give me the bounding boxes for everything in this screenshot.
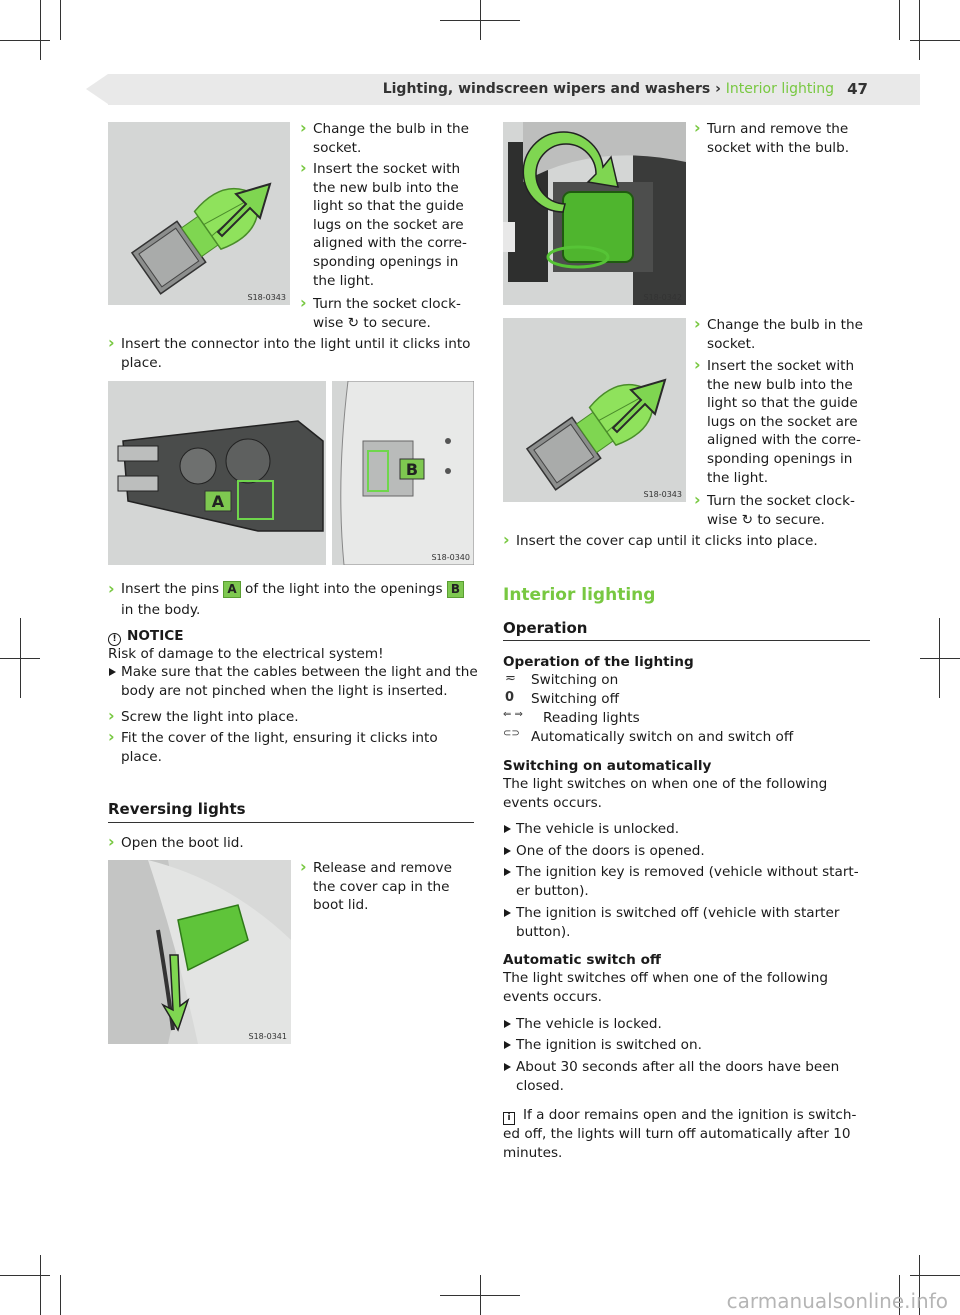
notice-title (108, 627, 184, 646)
step-insert-pins (108, 579, 478, 621)
notice-icon: ! (108, 633, 121, 646)
reading-light-icon: ⇐ ⇒ (503, 709, 523, 720)
switch-off-icon: 0 (505, 690, 515, 705)
crop-mark (919, 0, 920, 60)
operation-item-text: Reading lights (543, 710, 640, 726)
auto-off-item: The vehicle is locked. (503, 1015, 870, 1034)
crop-mark (60, 1275, 61, 1315)
section-heading-interior: Interior lighting (503, 585, 656, 605)
auto-off-item: The ignition is switched on. (503, 1036, 870, 1055)
figure-turn-socket (503, 122, 686, 305)
step-item: › Open the boot lid. (108, 834, 478, 853)
breadcrumb-subsection: Interior lighting (725, 81, 834, 97)
step-item: › Turn and remove the socket with the bulb. (694, 120, 870, 157)
step-pins-post: in the body. (121, 602, 201, 618)
step-item: › Turn the socket clock-wise ↻ to secure. (694, 492, 870, 529)
figure-code: S18-0342 (643, 293, 682, 302)
auto-on-item: One of the doors is opened. (503, 842, 870, 861)
auto-on-text: The light switches on when one of the following events occurs. (503, 776, 828, 811)
step-pins-mid: of the light into the openings (245, 581, 443, 597)
figure-code: S18-0341 (248, 1032, 287, 1041)
notice-text: Risk of damage to the electrical system! (108, 646, 384, 662)
switch-on-icon: ≂ (505, 671, 516, 686)
crop-mark (0, 40, 50, 41)
figure-code: S18-0343 (247, 293, 286, 302)
figure-label-a: A (211, 492, 225, 511)
crop-mark (939, 618, 940, 698)
operation-title: Operation of the lighting (503, 654, 694, 670)
heading-rule (503, 640, 870, 641)
crop-mark (899, 0, 900, 40)
turn-socket-illustration (503, 122, 686, 305)
step-pins-pre: Insert the pins (121, 581, 220, 597)
step-item: › Insert the socket with the new bulb into the light so that the guide lugs on the socket are aligned with the corre-sponding openings in the light. (300, 160, 472, 290)
notice-title-text: NOTICE (127, 628, 184, 644)
step-item: › Insert the socket with the new bulb into the light so that the guide lugs on the socket are aligned with the corre-sponding openings in the light. (694, 357, 870, 487)
crop-mark (40, 0, 41, 60)
operation-item-text: Automatically switch on and switch off (531, 729, 794, 745)
crop-mark (910, 1275, 960, 1276)
step-item: › Change the bulb in the socket. (694, 316, 870, 353)
figure-boot-lid (108, 860, 291, 1044)
breadcrumb (383, 81, 834, 97)
figure-light-pins (108, 381, 474, 565)
boot-lid-illustration (108, 860, 291, 1044)
figure-label-b: B (405, 460, 419, 479)
heading-rule (108, 822, 474, 823)
crop-mark (910, 40, 960, 41)
info-icon: i (503, 1112, 515, 1125)
crop-mark (60, 0, 61, 40)
info-note-text: If a door remains open and the ignition is switch-ed off, the lights will turn off automatically after 10 minutes. (503, 1107, 857, 1161)
auto-on-item: The ignition key is removed (vehicle without start-er button). (503, 863, 870, 900)
breadcrumb-separator: › (715, 81, 721, 97)
crop-mark (480, 0, 481, 40)
section-heading-operation: Operation (503, 619, 588, 637)
bulb-socket-illustration (108, 122, 290, 305)
auto-off-text: The light switches off when one of the following events occurs. (503, 970, 829, 1005)
auto-light-icon: ⊂⊃ (503, 728, 520, 739)
crop-mark (920, 658, 960, 659)
step-item: › Fit the cover of the light, ensuring it clicks into place. (108, 729, 478, 766)
step-item: › Release and remove the cover cap in the boot lid. (300, 859, 470, 915)
bulb-socket-illustration (503, 318, 686, 502)
step-item: › Insert the cover cap until it clicks into place. (503, 532, 873, 551)
auto-on-item: The ignition is switched off (vehicle with starter button). (503, 904, 870, 941)
auto-off-item: About 30 seconds after all the doors have been closed. (503, 1058, 870, 1095)
crop-mark (480, 1275, 481, 1315)
step-item: › Insert the connector into the light until it clicks into place. (108, 335, 478, 372)
auto-off-title: Automatic switch off (503, 952, 661, 968)
auto-on-item: The vehicle is unlocked. (503, 820, 870, 839)
crop-mark (0, 1275, 50, 1276)
figure-bulb-socket (108, 122, 290, 305)
watermark: carmanualsonline.info (726, 1289, 948, 1313)
operation-item-text: Switching off (531, 691, 619, 707)
auto-on-title: Switching on automatically (503, 758, 712, 774)
operation-item-text: Switching on (531, 672, 619, 688)
light-pins-illustration (108, 381, 474, 565)
section-heading-reversing: Reversing lights (108, 800, 246, 818)
figure-code: S18-0340 (431, 553, 470, 562)
step-item: › Change the bulb in the socket. (300, 120, 472, 157)
info-note (503, 1106, 870, 1162)
label-b: B (447, 581, 464, 598)
step-item: › Turn the socket clock-wise ↻ to secure. (300, 295, 472, 332)
label-a: A (223, 581, 240, 598)
step-item: › Screw the light into place. (108, 708, 478, 727)
page-number: 47 (847, 80, 868, 98)
figure-bulb-socket-2 (503, 318, 686, 502)
notice-bullet: Make sure that the cables between the light and the body are not pinched when the light is inserted. (108, 663, 478, 700)
crop-mark (40, 1255, 41, 1315)
breadcrumb-section: Lighting, windscreen wipers and washers (382, 81, 711, 97)
crop-mark (20, 618, 21, 698)
figure-code: S18-0343 (643, 490, 682, 499)
